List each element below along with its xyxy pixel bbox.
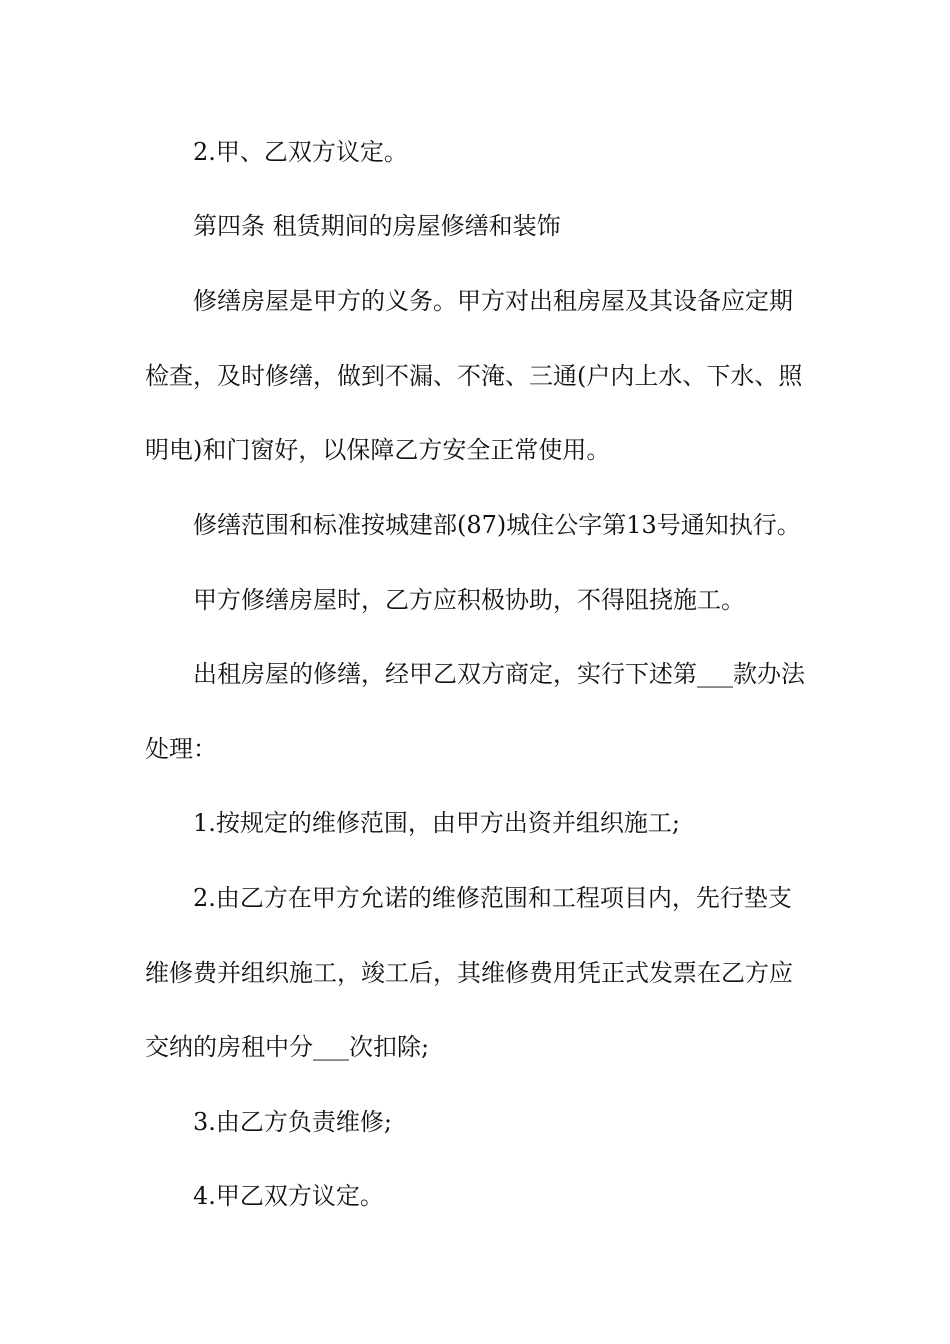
list-item: 4.甲乙双方议定。 xyxy=(193,1182,384,1210)
paragraph-line: 出租房屋的修缮，经甲乙双方商定，实行下述第___款办法 xyxy=(193,660,805,688)
paragraph-line: 修缮房屋是甲方的义务。甲方对出租房屋及其设备应定期 xyxy=(193,287,793,315)
paragraph-line: 交纳的房租中分___次扣除; xyxy=(145,1033,430,1061)
list-item: 3.由乙方负责维修; xyxy=(193,1108,392,1136)
list-item: 1.按规定的维修范围，由甲方出资并组织施工; xyxy=(193,809,680,837)
article-heading: 第四条 租赁期间的房屋修缮和装饰 xyxy=(193,212,561,240)
paragraph-line: 2.甲、乙双方议定。 xyxy=(193,138,408,166)
paragraph-line: 明电)和门窗好，以保障乙方安全正常使用。 xyxy=(145,436,611,464)
paragraph-line: 检查，及时修缮，做到不漏、不淹、三通(户内上水、下水、照 xyxy=(145,362,803,390)
list-item: 2.由乙方在甲方允诺的维修范围和工程项目内，先行垫支 xyxy=(193,884,792,912)
paragraph-line: 维修费并组织施工，竣工后，其维修费用凭正式发票在乙方应 xyxy=(145,959,793,987)
paragraph-line: 甲方修缮房屋时，乙方应积极协助，不得阻挠施工。 xyxy=(193,586,745,614)
paragraph-line: 修缮范围和标准按城建部(87)城住公字第13号通知执行。 xyxy=(193,511,801,539)
paragraph-line: 处理： xyxy=(145,735,217,763)
